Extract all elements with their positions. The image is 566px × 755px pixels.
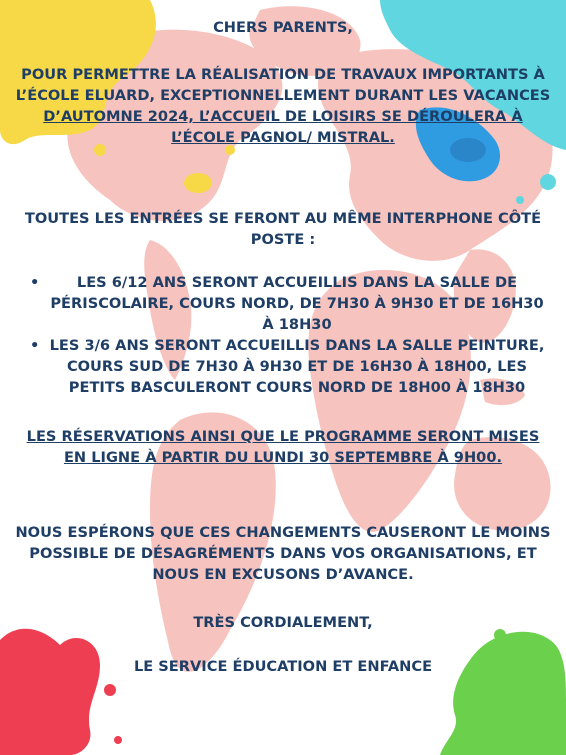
bullet-list — [30, 272, 550, 398]
intro-paragraph — [14, 64, 552, 148]
entrances-paragraph: TOUTES LES ENTRÉES SE FERONT AU MÊME INTERPHONE CÔTÉ POSTE : — [24, 210, 542, 248]
bullet-icon: • — [30, 274, 40, 291]
list-item-text: LES 3/6 ANS SERONT ACCUEILLIS DANS LA SALLE PEINTURE, COURS SUD DE 7H30 À 9H30 ET DE 16H30 À 18H00, LES PETITS BASCULERONT COURS NORD DE 18H00 À 18H30 — [49, 337, 545, 396]
list-item — [30, 272, 550, 335]
greeting: CHERS PARENTS, — [213, 19, 353, 36]
list-item — [30, 335, 550, 398]
intro-text-underlined: D’AUTOMNE 2024, L’ACCUEIL DE LOISIRS SE DÉROULERA À L’ÉCOLE PAGNOL/ MISTRAL. — [43, 108, 523, 146]
apology-paragraph: NOUS ESPÉRONS QUE CES CHANGEMENTS CAUSERONT LE MOINS POSSIBLE DE DÉSAGRÉMENTS DANS VOS ORGANISATIONS, ET NOUS EN EXCUSONS D’AVANCE. — [15, 524, 551, 583]
closing: TRÈS CORDIALEMENT, — [193, 614, 373, 631]
list-item-text: LES 6/12 ANS SERONT ACCUEILLIS DANS LA SALLE DE PÉRISCOLAIRE, COURS NORD, DE 7H30 À 9H30 ET DE 16H30 À 18H30 — [50, 274, 544, 333]
bullet-icon: • — [30, 337, 40, 354]
reservations-paragraph: LES RÉSERVATIONS AINSI QUE LE PROGRAMME SERONT MISES EN LIGNE À PARTIR DU LUNDI 30 SEPTEMBRE À 9H00. — [26, 428, 540, 466]
intro-text: POUR PERMETTRE LA RÉALISATION DE TRAVAUX IMPORTANTS À L’ÉCOLE ELUARD, EXCEPTIONNELLEMENT DURANT LES VACANCES — [15, 66, 551, 104]
signature: LE SERVICE ÉDUCATION ET ENFANCE — [133, 658, 433, 675]
